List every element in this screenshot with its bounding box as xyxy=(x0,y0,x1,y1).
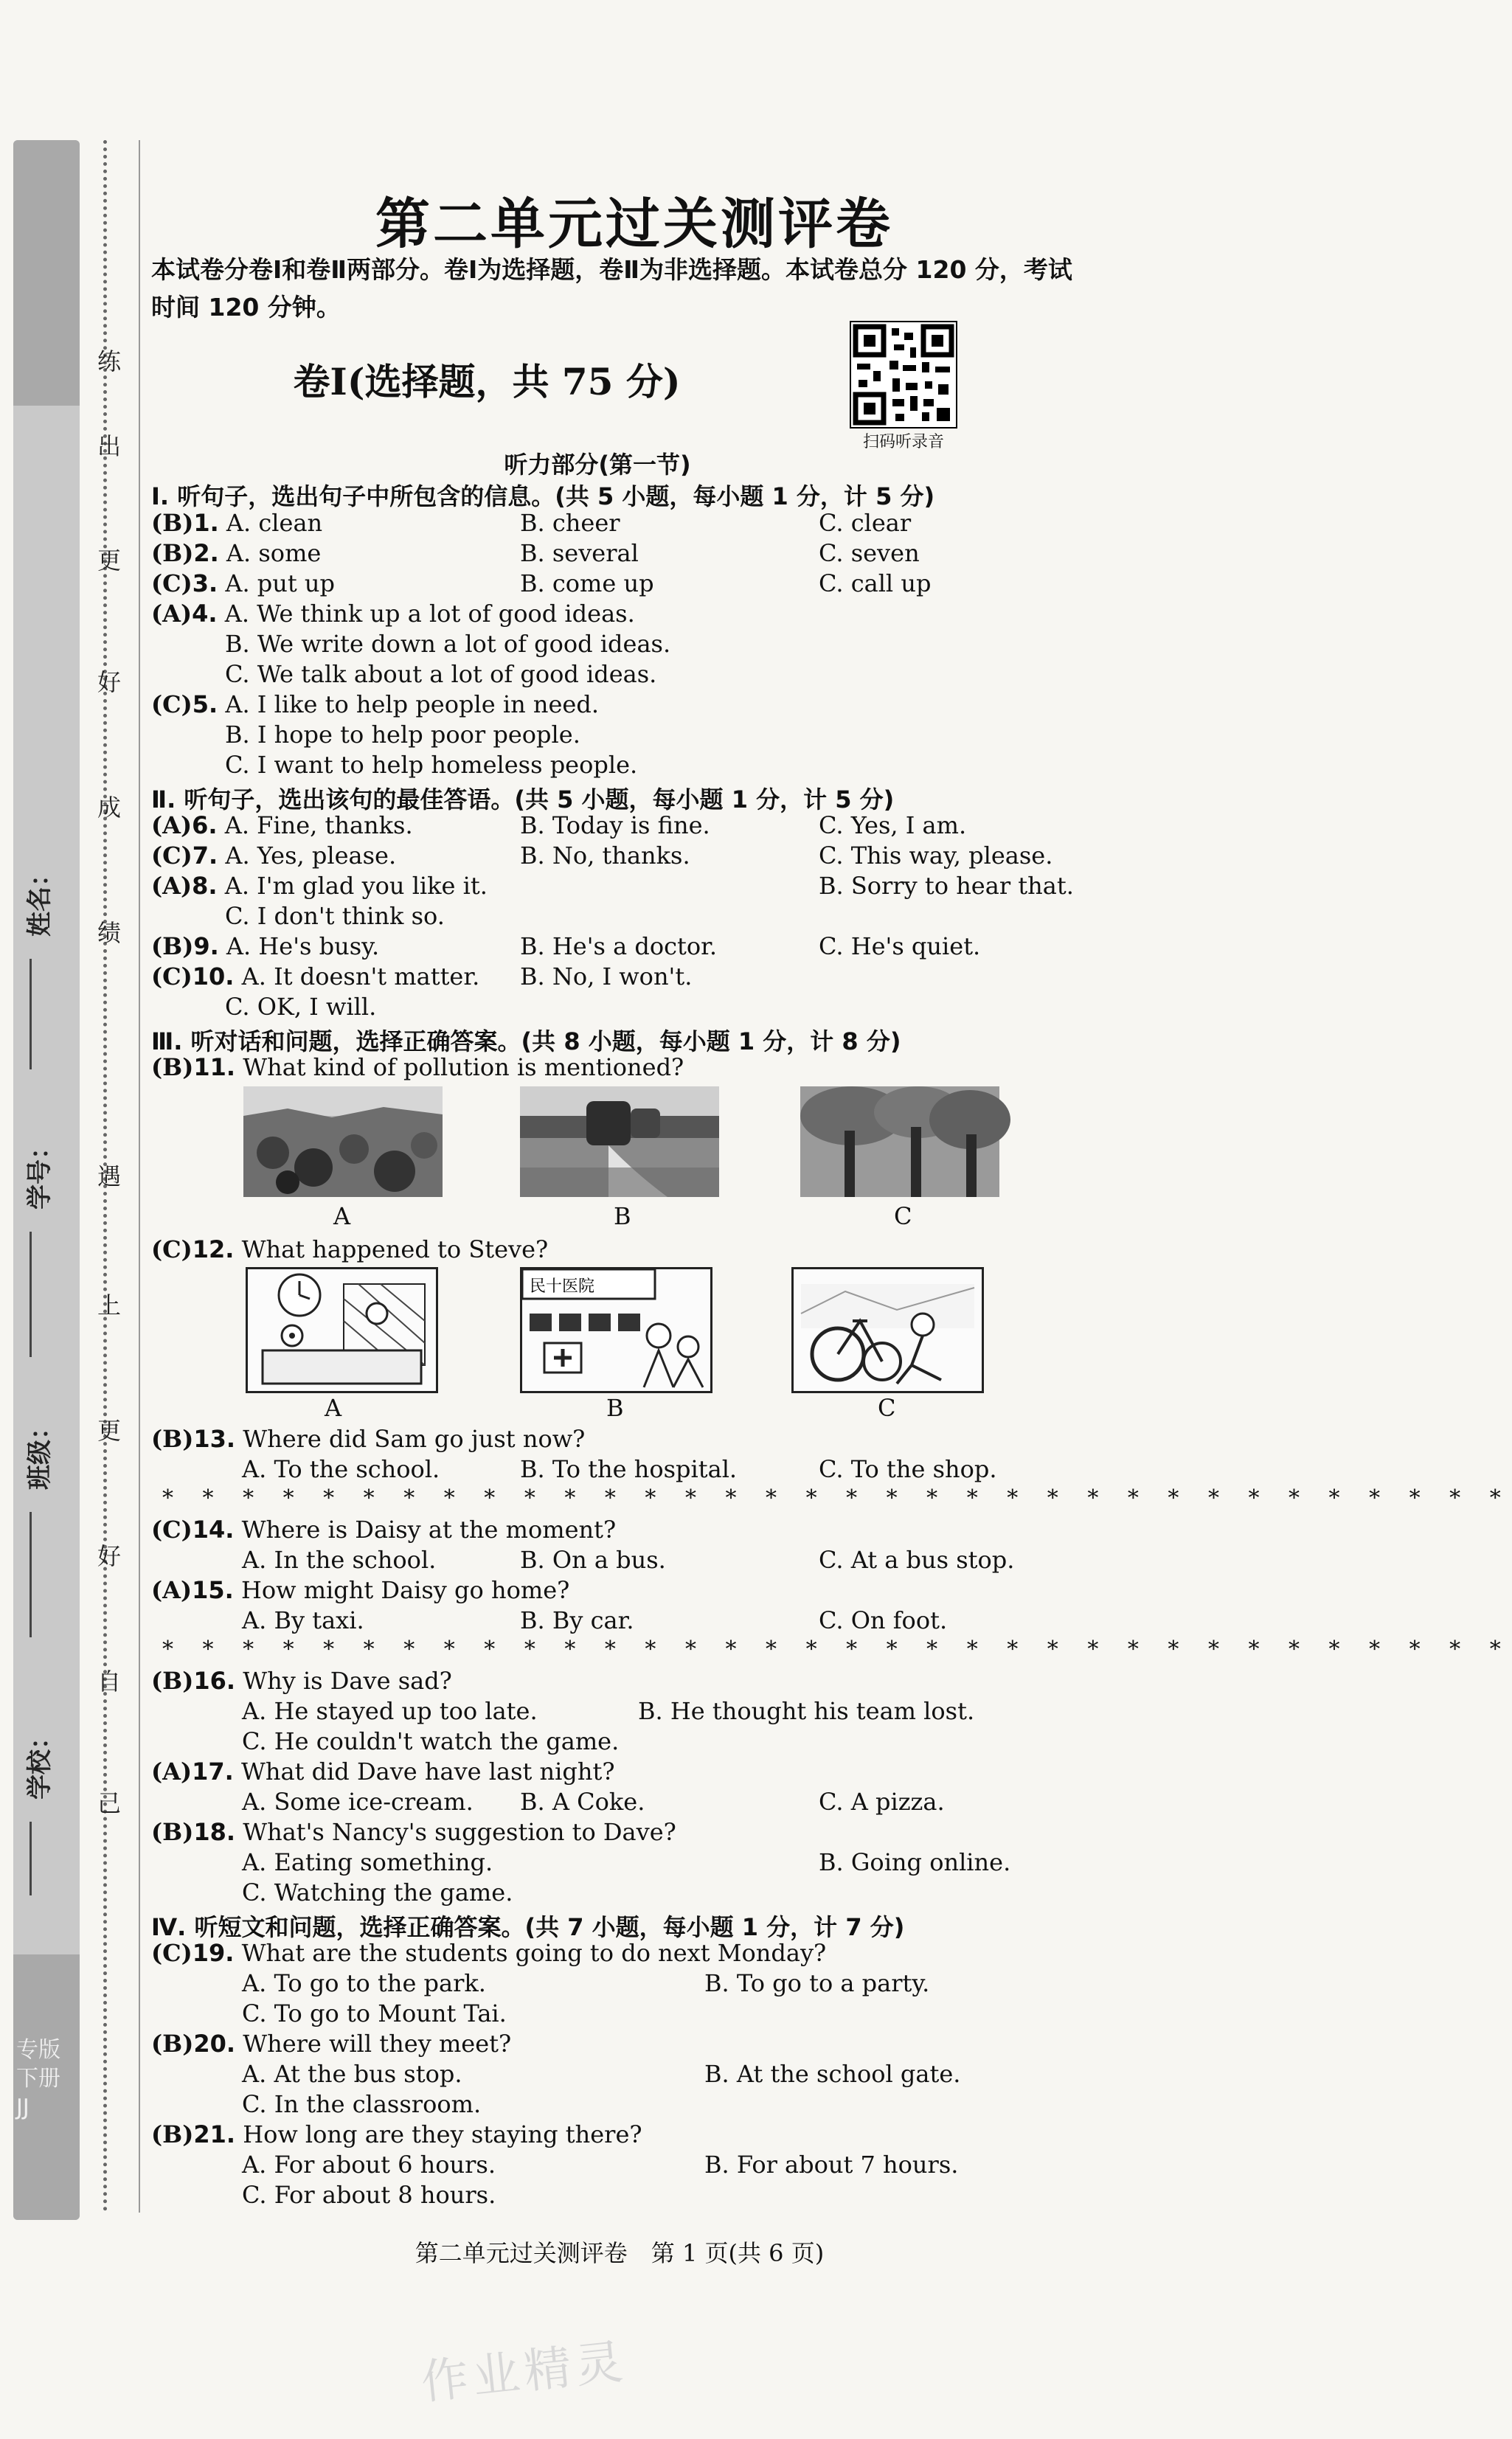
section-2-heading: Ⅱ. 听句子，选出该句的最佳答语。(共 5 小题，每小题 1 分，计 5 分) xyxy=(151,785,895,813)
page-footer: 第二单元过关测评卷 第 1 页(共 6 页) xyxy=(415,2239,825,2267)
question-text: Where did Sam go just now? xyxy=(243,1425,586,1453)
option-b: B. We write down a lot of good ideas. xyxy=(225,630,671,658)
school-field-label: 学校： xyxy=(25,1724,55,1800)
answer-mark: (C) xyxy=(151,842,193,870)
question-number: 1. xyxy=(193,509,219,537)
option-a: A. Some ice-cream. xyxy=(242,1788,474,1816)
option-b: B. No, I won't. xyxy=(520,962,693,990)
school-field-line xyxy=(30,1822,32,1895)
air-pollution-photo xyxy=(800,1086,999,1197)
answer-mark: (B) xyxy=(151,932,194,960)
option-a: A. Eating something. xyxy=(242,1848,493,1876)
water-pollution-photo xyxy=(520,1086,719,1197)
answer-mark: (C) xyxy=(151,962,193,990)
answer-mark: (A) xyxy=(151,872,193,900)
edition-line: 专版 xyxy=(16,2037,60,2063)
question-text: Why is Dave sad? xyxy=(243,1667,452,1695)
section-4-heading: Ⅳ. 听短文和问题，选择正确答案。(共 7 小题，每小题 1 分，计 7 分) xyxy=(151,1913,905,1941)
option-b: B. For about 7 hours. xyxy=(704,2151,959,2179)
question-number: 7. xyxy=(192,842,218,870)
edition-line: JJ xyxy=(16,2095,30,2120)
option-b: B. Today is fine. xyxy=(520,811,710,839)
option-b: B. Sorry to hear that. xyxy=(819,872,1074,900)
option-b: B. He's a doctor. xyxy=(520,932,718,960)
question-2 xyxy=(151,539,321,567)
option-b: B. He thought his team lost. xyxy=(638,1697,975,1725)
question-13 xyxy=(151,1425,585,1453)
page-title: 第二单元过关测评卷 xyxy=(375,192,893,256)
edition-line: 下册 xyxy=(16,2066,60,2092)
student-id-field-line xyxy=(30,1232,32,1357)
question-20 xyxy=(151,2030,511,2058)
question-11 xyxy=(151,1053,684,1081)
answer-mark: (B) xyxy=(151,1053,194,1081)
motto-char: 好 xyxy=(97,1542,122,1570)
answer-mark: (A) xyxy=(151,1758,193,1786)
option-c: C. On foot. xyxy=(819,1606,948,1634)
answer-mark: (B) xyxy=(151,509,194,537)
option-c: C. clear xyxy=(819,509,912,537)
question-7 xyxy=(151,842,396,870)
question-number: 16. xyxy=(193,1667,236,1695)
question-14 xyxy=(151,1516,616,1544)
option-b: B. several xyxy=(520,539,639,567)
option-a: A. It doesn't matter. xyxy=(241,962,480,990)
option-a: A. In the school. xyxy=(242,1546,437,1574)
option-c: C. To the shop. xyxy=(819,1455,997,1483)
option-a: A. Fine, thanks. xyxy=(224,811,413,839)
option-c: C. In the classroom. xyxy=(242,2090,482,2118)
option-a: A. I'm glad you like it. xyxy=(224,872,488,900)
answer-mark: (C) xyxy=(151,690,193,718)
question-number: 2. xyxy=(193,539,219,567)
edition-label xyxy=(16,2036,75,2122)
motto-char: 更 xyxy=(97,547,122,575)
option-c: C. OK, I will. xyxy=(225,993,377,1021)
bicycle-fall-drawing xyxy=(791,1267,984,1393)
sidebar-cap-top xyxy=(13,140,80,406)
question-17 xyxy=(151,1758,614,1786)
question-5 xyxy=(151,690,599,718)
figure-label: C xyxy=(894,1202,912,1230)
sick-in-bed-drawing xyxy=(246,1267,438,1393)
question-text: Where will they meet? xyxy=(243,2030,512,2058)
student-id-field-label: 学号： xyxy=(25,1134,55,1210)
name-field-label: 姓名： xyxy=(25,861,55,937)
question-number: 18. xyxy=(193,1818,236,1846)
question-number: 15. xyxy=(192,1576,234,1604)
question-text: Where is Daisy at the moment? xyxy=(241,1516,617,1544)
option-c: C. call up xyxy=(819,569,932,597)
question-text: What did Dave have last night? xyxy=(240,1758,615,1786)
option-a: A. I like to help people in need. xyxy=(225,690,599,718)
option-b: B. A Coke. xyxy=(520,1788,645,1816)
question-number: 19. xyxy=(192,1939,235,1967)
answer-mark: (A) xyxy=(151,811,193,839)
option-c: C. I want to help homeless people. xyxy=(225,751,638,779)
answer-mark: (C) xyxy=(151,1235,193,1263)
option-c: C. At a bus stop. xyxy=(819,1546,1015,1574)
motto-char: 绩 xyxy=(97,919,122,947)
option-c: C. He's quiet. xyxy=(819,932,981,960)
motto-char: 更 xyxy=(97,1417,122,1445)
question-number: 21. xyxy=(193,2120,236,2148)
figure-label: B xyxy=(606,1394,624,1422)
qr-code-label: 扫码听录音 xyxy=(862,433,944,451)
answer-mark: (B) xyxy=(151,2120,194,2148)
option-a: A. Yes, please. xyxy=(225,842,397,870)
option-b: B. On a bus. xyxy=(520,1546,666,1574)
margin-rule xyxy=(139,140,140,2213)
option-c: C. For about 8 hours. xyxy=(242,2181,496,2209)
question-number: 17. xyxy=(192,1758,234,1786)
question-number: 6. xyxy=(192,811,218,839)
question-18 xyxy=(151,1818,676,1846)
divider-stars: * * * * * * * * * * * * * * * * * * * * * * * * * * * * * * * * * * xyxy=(162,1637,1512,1662)
option-a: A. We think up a lot of good ideas. xyxy=(224,600,635,628)
motto-char: 练 xyxy=(97,347,122,375)
question-number: 14. xyxy=(192,1516,235,1544)
option-c: C. This way, please. xyxy=(819,842,1053,870)
figure-label: B xyxy=(614,1202,631,1230)
qr-code-icon[interactable] xyxy=(850,321,957,429)
option-a: A. He stayed up too late. xyxy=(242,1697,538,1725)
answer-mark: (C) xyxy=(151,1516,193,1544)
option-c: C. I don't think so. xyxy=(225,902,445,930)
question-text: How long are they staying there? xyxy=(243,2120,642,2148)
divider-stars: * * * * * * * * * * * * * * * * * * * * * * * * * * * * * * * * * * xyxy=(162,1485,1512,1511)
option-b: B. Going online. xyxy=(819,1848,1011,1876)
answer-mark: (B) xyxy=(151,1425,194,1453)
question-text: How might Daisy go home? xyxy=(240,1576,570,1604)
figure-label: C xyxy=(878,1394,896,1422)
option-c: C. seven xyxy=(819,539,920,567)
section-3-heading: Ⅲ. 听对话和问题，选择正确答案。(共 8 小题，每小题 1 分，计 8 分) xyxy=(151,1027,901,1055)
option-b: B. cheer xyxy=(520,509,620,537)
question-12 xyxy=(151,1235,548,1263)
answer-mark: (B) xyxy=(151,1818,194,1846)
answer-mark: (B) xyxy=(151,539,194,567)
question-8 xyxy=(151,872,488,900)
option-a: A. By taxi. xyxy=(242,1606,364,1634)
option-c: C. Watching the game. xyxy=(242,1878,513,1907)
motto-char: 出 xyxy=(97,432,122,460)
option-b: B. By car. xyxy=(520,1606,634,1634)
option-a: A. He's busy. xyxy=(226,932,380,960)
motto-char: 好 xyxy=(97,668,122,696)
question-16 xyxy=(151,1667,452,1695)
part1-title: 卷Ⅰ(选择题，共 75 分) xyxy=(293,360,681,403)
section-1-heading: Ⅰ. 听句子，选出句子中所包含的信息。(共 5 小题，每小题 1 分，计 5 分) xyxy=(151,482,935,510)
option-b: B. To the hospital. xyxy=(520,1455,738,1483)
listening-title: 听力部分(第一节) xyxy=(504,451,691,479)
motto-char: 自 xyxy=(97,1668,122,1696)
question-21 xyxy=(151,2120,642,2148)
option-b: B. come up xyxy=(520,569,654,597)
option-a: A. For about 6 hours. xyxy=(242,2151,496,2179)
question-19 xyxy=(151,1939,826,1967)
class-field-label: 班级： xyxy=(25,1415,55,1490)
question-number: 12. xyxy=(192,1235,235,1263)
land-pollution-photo xyxy=(243,1086,443,1197)
hospital-drawing xyxy=(520,1267,712,1393)
option-c: C. We talk about a lot of good ideas. xyxy=(225,660,657,688)
option-b: B. I hope to help poor people. xyxy=(225,721,580,749)
option-a: A. At the bus stop. xyxy=(242,2060,462,2088)
option-a: A. clean xyxy=(226,509,323,537)
question-10 xyxy=(151,962,479,990)
question-text: What's Nancy's suggestion to Dave? xyxy=(243,1818,676,1846)
motto-char: 成 xyxy=(97,794,122,822)
figure-label: A xyxy=(333,1202,351,1230)
watermark: 作业精灵 xyxy=(418,2334,630,2411)
option-c: C. A pizza. xyxy=(819,1788,945,1816)
question-text: What are the students going to do next Monday? xyxy=(241,1939,827,1967)
question-number: 5. xyxy=(192,690,218,718)
option-b: B. No, thanks. xyxy=(520,842,690,870)
answer-mark: (B) xyxy=(151,2030,194,2058)
answer-mark: (B) xyxy=(151,1667,194,1695)
question-number: 3. xyxy=(192,569,218,597)
option-c: C. Yes, I am. xyxy=(819,811,967,839)
question-number: 20. xyxy=(193,2030,236,2058)
question-3 xyxy=(151,569,335,597)
option-b: B. To go to a party. xyxy=(704,1969,930,1997)
option-a: A. To the school. xyxy=(242,1455,440,1483)
question-4 xyxy=(151,600,635,628)
motto-char: 遇 xyxy=(97,1162,122,1190)
hospital-sign: 民十医院 xyxy=(530,1277,595,1296)
option-c: C. He couldn't watch the game. xyxy=(242,1727,620,1755)
question-number: 10. xyxy=(192,962,235,990)
option-b: B. At the school gate. xyxy=(704,2060,961,2088)
option-c: C. To go to Mount Tai. xyxy=(242,1999,507,2027)
figure-label: A xyxy=(325,1394,342,1422)
class-field-line xyxy=(30,1512,32,1637)
exam-intro: 本试卷分卷Ⅰ和卷Ⅱ两部分。卷Ⅰ为选择题，卷Ⅱ为非选择题。本试卷总分 120 分，考试时间 120 分钟。 xyxy=(151,255,1072,322)
question-6 xyxy=(151,811,413,839)
motto-char: 上 xyxy=(97,1291,122,1319)
answer-mark: (C) xyxy=(151,569,193,597)
question-number: 9. xyxy=(193,932,219,960)
question-text: What kind of pollution is mentioned? xyxy=(243,1053,684,1081)
answer-mark: (C) xyxy=(151,1939,193,1967)
option-a: A. some xyxy=(226,539,322,567)
option-a: A. put up xyxy=(225,569,336,597)
question-1 xyxy=(151,509,322,537)
question-number: 4. xyxy=(192,600,218,628)
question-text: What happened to Steve? xyxy=(241,1235,549,1263)
question-number: 11. xyxy=(193,1053,236,1081)
option-a: A. To go to the park. xyxy=(242,1969,486,1997)
question-15 xyxy=(151,1576,569,1604)
question-9 xyxy=(151,932,379,960)
answer-mark: (A) xyxy=(151,600,193,628)
question-number: 13. xyxy=(193,1425,236,1453)
name-field-line xyxy=(30,959,32,1069)
answer-mark: (A) xyxy=(151,1576,193,1604)
motto-char: 己 xyxy=(97,1789,122,1817)
question-number: 8. xyxy=(192,872,218,900)
